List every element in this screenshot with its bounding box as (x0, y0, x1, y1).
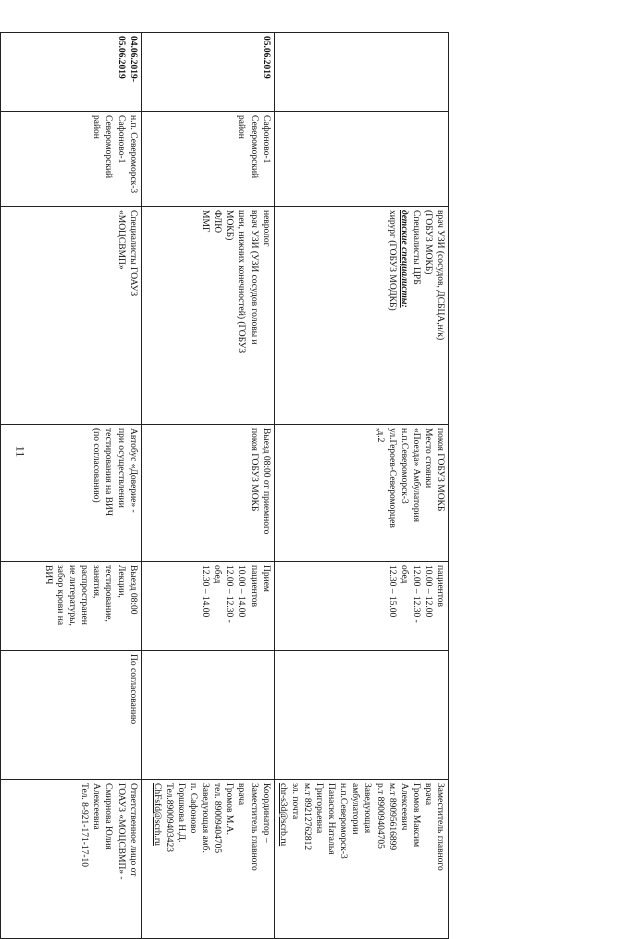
time-line: Лекции, (115, 565, 126, 598)
place-cell (141, 112, 274, 207)
specialists-cell (141, 207, 274, 425)
time-line: забор крови на (55, 565, 66, 626)
specialists-cell (0, 207, 141, 425)
contact-line: Ответственное лицо от (127, 783, 138, 877)
note-cell (274, 651, 448, 780)
contact-cell (274, 780, 448, 939)
organization-line: ул.Героев-Североморцев (386, 428, 397, 528)
place-line: Североморский (103, 115, 114, 179)
place-line: н.п. Североморск-3 (127, 115, 138, 194)
place-line: Сафоново-1 (115, 115, 126, 164)
page-number: 11 (13, 445, 28, 458)
contact-line: м.т 89212762812 (301, 783, 312, 851)
organization-line: «Поезда» Амбулатория (410, 428, 421, 522)
contact-line: Заведующая амб. (200, 783, 211, 853)
contact-line: Координатор – (260, 783, 271, 843)
time-line: обед (398, 565, 409, 584)
contact-cell (141, 780, 274, 939)
organization-line: н.п.Североморск-3 (398, 428, 409, 504)
contact-line: н.п.Североморск-3 (338, 783, 349, 859)
contact-line: Тел. 8-921-171-17-10 (79, 783, 90, 868)
contact-line: Алексеевна (91, 783, 102, 830)
time-line: 10.00 – 12.00 (422, 565, 433, 618)
contact-line: врача (236, 783, 247, 806)
place-line: район (236, 115, 247, 139)
time-line: ие литературы, (67, 565, 78, 626)
contact-email-link[interactable]: ChFsfd@scrh.ru (151, 783, 162, 846)
note-cell (141, 651, 274, 780)
organization-line: Место стоянки (422, 428, 433, 489)
contact-line: Смирнова Юлия (103, 783, 114, 850)
time-line: Прием (260, 565, 271, 592)
specialist-line: невролог (260, 210, 271, 247)
organization-cell (0, 425, 141, 562)
contact-email-link[interactable]: chr-s3d@scrb.ru (277, 783, 288, 847)
place-line: район (91, 115, 102, 139)
specialist-line: хирург (ГОБУЗ МОДКБ) (386, 210, 397, 311)
contact-line: эл. почта (289, 783, 300, 820)
contact-line: врача (422, 783, 433, 806)
organization-line: Автобус «Доверие» - (127, 428, 138, 513)
contact-line: амбулатории (350, 783, 361, 835)
time-line: 12.30 – 14.00 (200, 565, 211, 618)
organization-line: покоя ГОБУЗ МОКБ (248, 428, 259, 512)
time-line: ВИЧ (43, 565, 54, 585)
organization-line: Выезд 08:00 от приемного (260, 428, 271, 535)
time-line: пациентов (435, 565, 445, 608)
place-line: Североморский (248, 115, 259, 179)
date-cell: 05.06.2019 (141, 33, 274, 112)
place-line: Сафоново-1 (260, 115, 271, 164)
contact-line: Горшкова Н.Д. (176, 783, 187, 843)
time-line: 10.00 – 14.00 (236, 565, 247, 618)
date-cell (274, 33, 448, 112)
specialist-line: ФЛЮ (212, 210, 223, 233)
time-cell (274, 562, 448, 651)
organization-line: ,д.2 (374, 428, 385, 443)
contact-line: Заведующая (362, 783, 373, 834)
organization-line: (по согласованию) (91, 428, 102, 503)
contact-line: п. Сафоново (188, 783, 199, 834)
organization-cell (274, 425, 448, 562)
contact-line: ГОАУЗ «МОЦСВМП» - (115, 783, 126, 880)
specialist-line: (ГОБУЗ МОКБ) (422, 210, 433, 275)
place-cell (274, 112, 448, 207)
contact-cell (0, 780, 141, 939)
specialist-line: МОКБ) (224, 210, 235, 241)
contact-line: Тел.89009403423 (163, 783, 174, 853)
note-cell: По согласованию (0, 651, 141, 780)
contact-line: Громов Максим (410, 783, 421, 848)
organization-line: тестирования на ВИЧ (103, 428, 114, 517)
specialist-line: врач УЗИ (сосудов, ДСБЦА,н/к) (435, 210, 445, 341)
date-cell: 04.06.2019- 05.06.2019 (0, 33, 141, 112)
children-specialists-label: детские специалисты: (398, 210, 409, 308)
contact-line: Григорьевна (314, 783, 325, 834)
organization-line: покоя ГОБУЗ МОКБ (435, 428, 445, 512)
time-cell (141, 562, 274, 651)
time-line: пациентов (248, 565, 259, 608)
specialist-line: «МОЦСВМП» (115, 210, 126, 270)
specialist-line: Специалисты ГОАУЗ (127, 210, 138, 297)
table-row (141, 33, 274, 939)
specialists-cell (274, 207, 448, 425)
contact-line: р.т 89009404705 (374, 783, 385, 849)
time-cell (0, 562, 141, 651)
specialist-line: Специалисты ЦРБ (410, 210, 421, 285)
contact-line: Заместитель главного (435, 783, 445, 871)
table-row (274, 33, 448, 939)
contact-line: Громов М.А. (224, 783, 235, 835)
rotated-page (43, 32, 449, 889)
time-line: обед (212, 565, 223, 584)
time-line: занятия, (91, 565, 102, 599)
specialist-line: ММГ (200, 210, 211, 233)
time-line: 12.00 – 12.30 - (410, 565, 421, 623)
specialist-line: шеи, нижних конечностей) (ГОБУЗ (236, 210, 247, 354)
contact-line: тел. 89009404705 (212, 783, 223, 854)
time-line: 12.30 – 15.00 (386, 565, 397, 618)
time-line: распространен (79, 565, 90, 625)
contact-line: Заместитель главного (248, 783, 259, 871)
contact-line: Алексеевич (398, 783, 409, 831)
time-line: 12.00 – 12.30 - (224, 565, 235, 623)
contact-line: Панасюк Наталья (326, 783, 337, 855)
organization-cell (141, 425, 274, 562)
place-cell (0, 112, 141, 207)
time-line: Выезд 08:00 (127, 565, 138, 615)
specialist-line: врач УЗИ (УЗИ сосудов головы и (248, 210, 259, 345)
organization-line: при осуществлении (115, 428, 126, 508)
contact-line: м.т 89095616899 (386, 783, 397, 851)
schedule-table (0, 32, 449, 939)
table-row (0, 33, 141, 939)
time-line: тестирование, (103, 565, 114, 622)
